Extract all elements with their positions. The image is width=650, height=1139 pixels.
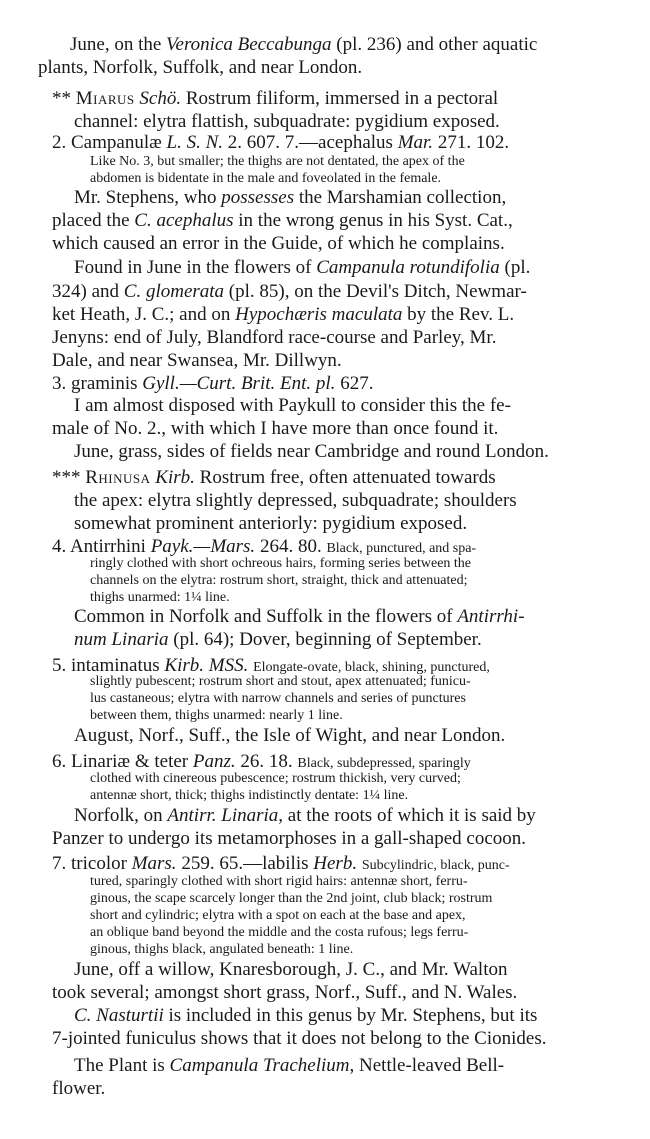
text-line [52,303,596,326]
italic-text: Campanula rotundifolia [316,257,500,278]
text-run: 5. intaminatus [52,655,165,676]
text-run: 6. Linariæ & teter [52,751,193,772]
text-run: I am almost disposed with Paykull to consider this the fe- [74,395,511,416]
italic-text: Antirr. Linaria [167,805,279,826]
text-line [74,256,596,279]
line-body [52,326,496,349]
text-line [74,628,482,651]
italic-text: C. glomerata [123,281,225,302]
text-run: took several; amongst short grass, Norf., Suff., and N. Wales. [52,982,518,1003]
text-run: 259. 65.—labilis [176,853,314,874]
italic-text: Antirrhi- [457,606,525,627]
line-body [52,303,514,326]
text-line [74,489,596,512]
text-line [74,394,596,417]
text-line [74,440,596,463]
text-run: between them, thighs unarmed: nearly 1 line. [90,708,343,723]
text-run: 2. 607. 7.—acephalus [223,132,398,153]
italic-text: Panz. [192,751,236,772]
description-text: Subcylindric, black, punc- [361,858,510,873]
text-line [52,981,596,1004]
text-run: Norfolk, on [74,805,168,826]
text-run: (pl. 85), on the Devil's Ditch, Newmar- [224,281,527,302]
text-line [90,589,230,606]
text-run: the Marshamian collection, [294,187,507,208]
line-body [90,673,471,690]
text-run: Mr. Stephens, who [74,187,222,208]
line-body [74,256,530,279]
line-body [52,209,513,232]
text-run: Dale, and near Swansea, Mr. Dillwyn. [52,350,342,371]
text-run: ginous, thighs black, angulated beneath: 1 line. [90,942,354,957]
line-body [74,724,505,747]
text-run: ringly clothed with short ochreous hairs, forming series between the [90,556,472,571]
description-text: Elongate-ovate, black, shining, punctured, [253,660,490,675]
text-run: 7-jointed funiculus shows that it does not belong to the Cionides. [52,1028,547,1049]
text-run: August, Norf., Suff., the Isle of Wight, and near London. [74,725,506,746]
text-run: abdomen is bidentate in the male and foveolated in the female. [90,171,442,186]
line-body [52,233,505,254]
line-body [52,852,510,875]
text-run: Common in Norfolk and Suffolk in the flowers of [74,606,458,627]
text-line [90,170,441,187]
italic-text: C. acephalus [134,210,234,231]
text-run: (pl. [499,257,531,278]
text-run: short and cylindric; elytra with a spot on each at the base and apex, [90,908,466,923]
text-run: The Plant is [74,1055,170,1076]
text-line [52,417,596,440]
line-body [90,942,353,957]
text-run: an oblique band beyond the middle and the costa rufous; legs ferru- [90,925,469,940]
text-line [52,131,596,154]
text-run: 324) and [52,281,124,302]
line-body [74,394,511,417]
text-line [74,724,596,747]
text-run: 7. tricolor [52,853,132,874]
text-run: , at the roots of which it is said by [278,805,536,826]
text-line [74,512,467,535]
line-body [70,33,537,56]
italic-text: Kirb. MSS. [164,655,249,676]
text-run: which caused an error in the Guide, of which he complains. [52,233,505,254]
text-run: June, grass, sides of fields near Cambridge and round London. [74,441,549,462]
text-line [90,907,596,924]
text-line [90,555,596,572]
text-run: plants, Norfolk, Suffolk, and near London. [38,57,363,78]
italic-text: Herb. [313,853,358,874]
genus-name: Rhinusa [85,467,151,488]
text-line [90,924,596,941]
line-body [90,770,461,787]
description-text: Black, punctured, and spa- [326,541,477,556]
text-line [52,466,596,489]
text-run: *** [52,467,86,488]
text-line [90,890,596,907]
text-line [90,153,596,170]
line-body [38,57,362,78]
text-run: is included in this genus by Mr. Stephens, but its [163,1005,538,1026]
line-body [52,981,517,1004]
line-body [90,907,466,924]
line-body [90,924,468,941]
text-run: slightly pubescent; rostrum short and stout, apex attenuated; funicu- [90,674,471,689]
line-body [52,280,527,303]
line-body [52,87,498,110]
line-body [90,788,408,803]
text-run: male of No. 2., with which I have more than once found it. [52,418,499,439]
italic-text: C. Nasturtii [74,1005,164,1026]
text-line [52,326,596,349]
text-line [52,827,596,850]
text-run: antennæ short, thick; thighs indistinctly dentate: 1¼ line. [90,788,409,803]
text-run: somewhat prominent anteriorly: pygidium exposed. [74,513,468,534]
line-body [90,708,343,723]
text-line [74,110,596,133]
line-body [74,1004,537,1027]
line-body [52,827,526,850]
text-line [52,87,596,110]
text-run: Rostrum free, often attenuated towards [194,467,496,488]
text-line [74,186,596,209]
line-body [52,1078,105,1099]
text-run: flower. [52,1078,106,1099]
line-body [90,890,492,907]
italic-text: Schö. [139,88,182,109]
italic-text: Campanula Trachelium [169,1055,350,1076]
line-body [74,489,517,512]
line-body [52,373,373,394]
text-run: 627. [335,373,374,394]
line-body [74,629,482,650]
text-line [74,958,596,981]
line-body [74,1054,504,1077]
text-run: ** [52,88,76,109]
text-line [74,605,596,628]
text-line [90,873,596,890]
text-line [90,941,353,958]
text-run: June, on the [70,34,167,55]
italic-text: Gyll.—Curt. Brit. Ent. pl. [142,373,336,394]
text-line [38,56,362,79]
line-body [90,590,230,605]
description-text: Black, subdepressed, sparingly [297,756,471,771]
italic-text: Mars. [131,853,177,874]
text-line [52,232,505,255]
italic-text: Kirb. [155,467,195,488]
italic-text: Veronica Beccabunga [166,34,332,55]
text-line [90,787,408,804]
line-body [52,466,496,489]
line-body [90,690,466,707]
line-body [74,804,536,827]
text-line [74,1054,596,1077]
line-body [90,572,468,589]
text-run: thighs unarmed: 1¼ line. [90,590,230,605]
line-body [74,440,549,463]
text-line [52,209,596,232]
text-run: placed the [52,210,135,231]
text-run: the apex: elytra slightly depressed, subquadrate; shoulders [74,490,517,511]
text-run: Jenyns: end of July, Blandford race-course and Parley, Mr. [52,327,497,348]
line-body [74,958,507,981]
text-line [52,372,373,395]
text-run: Panzer to undergo its metamorphoses in a gall-shaped cocoon. [52,828,526,849]
text-run: 264. 80. [255,536,327,557]
italic-text: Hypochæris maculata [235,304,403,325]
text-line [90,770,596,787]
line-body [90,873,468,890]
text-line [52,280,596,303]
text-line [52,852,596,875]
line-body [90,153,465,170]
text-line [90,690,596,707]
line-body [52,417,498,440]
text-run: (pl. 236) and other aquatic [331,34,538,55]
line-body [74,605,525,628]
text-run: 26. 18. [235,751,298,772]
text-line [52,1027,596,1050]
italic-text: Mar. [397,132,434,153]
text-run: 271. 102. [433,132,510,153]
line-body [52,131,509,154]
line-body [52,350,342,371]
text-line [70,33,596,56]
text-run: lus castaneous; elytra with narrow channels and series of punctures [90,691,466,706]
line-body [90,555,471,572]
text-run: , Nettle-leaved Bell- [349,1055,505,1076]
text-run: 3. graminis [52,373,143,394]
text-run: in the wrong genus in his Syst. Cat., [233,210,513,231]
text-run: (pl. 64); Dover, beginning of September. [168,629,482,650]
line-body [90,171,441,186]
italic-text: Payk.—Mars. [150,536,256,557]
text-run: ket Heath, J. C.; and on [52,304,236,325]
text-line [52,349,342,372]
text-line [52,1077,105,1100]
line-body [74,513,467,534]
line-body [74,110,500,133]
text-run: Like No. 3, but smaller; the thighs are not dentated, the apex of the [90,154,465,169]
text-run: 2. Campanulæ [52,132,167,153]
text-run: ginous, the scape scarcely longer than the 2nd joint, club black; rostrum [90,891,493,906]
text-line [74,804,596,827]
text-line [90,572,596,589]
text-run: channel: elytra flattish, subquadrate: pygidium exposed. [74,111,500,132]
text-run: clothed with cinereous pubescence; rostrum thickish, very curved; [90,771,461,786]
italic-text: possesses [221,187,295,208]
text-run: Found in June in the flowers of [74,257,317,278]
italic-text: num Linaria [74,629,169,650]
text-run: Rostrum filiform, immersed in a pectoral [181,88,499,109]
genus-name: Miarus [75,88,135,109]
text-run: by the Rev. L. [402,304,515,325]
line-body [52,1027,546,1050]
text-run: tured, sparingly clothed with short rigid hairs: antennæ short, ferru- [90,874,468,889]
text-run: 4. Antirrhini [52,536,151,557]
italic-text: L. S. N. [166,132,224,153]
text-line [74,1004,596,1027]
text-run: June, off a willow, Knaresborough, J. C., and Mr. Walton [74,959,508,980]
text-run: channels on the elytra: rostrum short, straight, thick and attenuated; [90,573,468,588]
text-line [90,707,343,724]
text-line [90,673,596,690]
line-body [74,186,506,209]
